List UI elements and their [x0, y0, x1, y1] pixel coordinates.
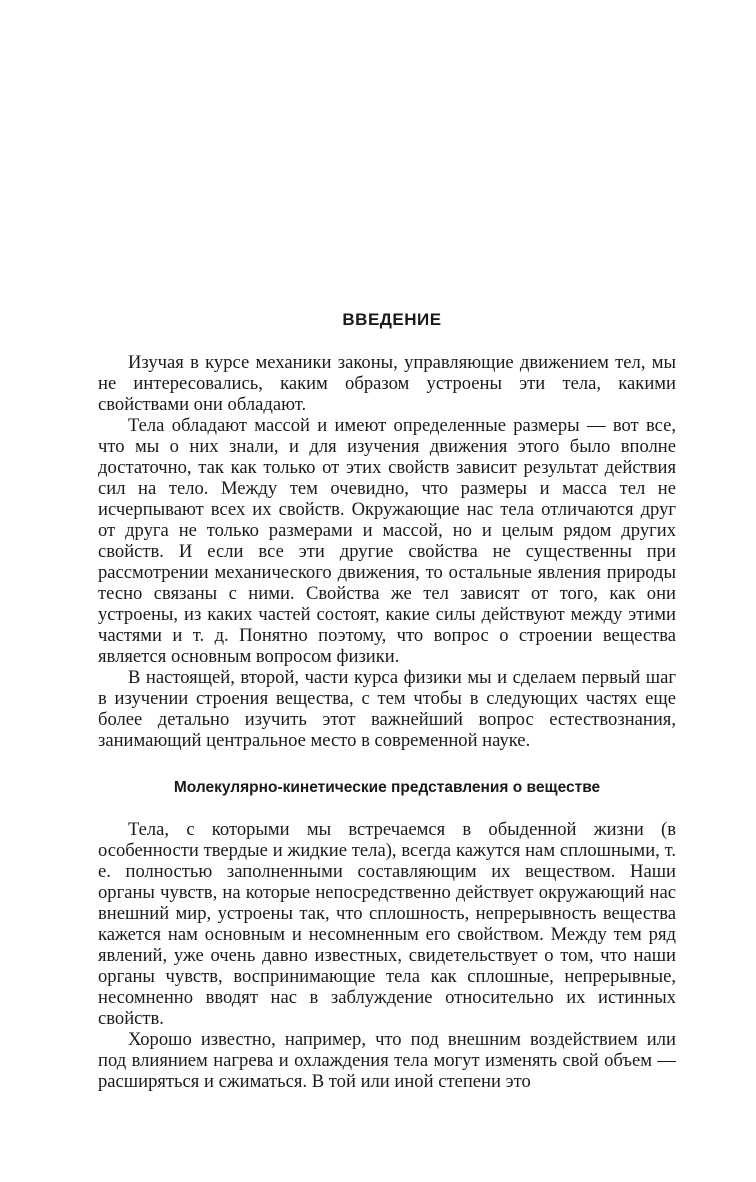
section-title: Молекулярно-кинетические представления о веществе [173, 779, 601, 796]
book-page [98, 310, 676, 1092]
intro-paragraph-2: Тела обладают массой и имеют определенные размеры — вот все, что мы о них знали, и для изучения движения этого было вполне достаточно, так как только от этих свойств зависит результат действия сил на тело. Между тем очевидно, что размеры и масса тел не исчерпывают всех их свойств. Окружающие нас тела отличаются друг от друга не только размерами и массой, но и целым рядом других свойств. И если все эти другие свойства не существенны при рассмотрении механического движения, то остальные явления природы тесно связаны с ними. Свойства же тел зависят от того, как они устроены, из каких частей состоят, какие силы действуют между этими частями и т. д. Понятно поэтому, что вопрос о строении вещества является основным вопросом физики. [98, 415, 676, 667]
chapter-title: ВВЕДЕНИЕ [342, 310, 442, 329]
intro-paragraph-1: Изучая в курсе механики законы, управляющие движением тел, мы не интересовались, каким образом устроены эти тела, какими свойствами они обладают. [98, 352, 676, 415]
section-paragraph-1: Тела, с которыми мы встречаемся в обыденной жизни (в особенности твердые и жидкие тела), всегда кажутся нам сплошными, т. е. полностью заполненными составляющим их веществом. Наши органы чувств, на которые непосредственно действует окружающий нас внешний мир, устроены так, что сплошность, непрерывность вещества кажется нам основным и несомненным его свойством. Между тем ряд явлений, уже очень давно известных, свидетельствует о том, что наши органы чувств, воспринимающие тела как сплошные, непрерывные, несомненно вводят нас в заблуждение относительно их истинных свойств. [98, 819, 676, 1029]
section-paragraph-2: Хорошо известно, например, что под внешним воздействием или под влиянием нагрева и охлаждения тела могут изменять свой объем — расширяться и сжиматься. В той или иной степени это [98, 1029, 676, 1092]
intro-paragraph-3: В настоящей, второй, части курса физики мы и сделаем первый шаг в изучении строения вещества, с тем чтобы в следующих частях еще более детально изучить этот важнейший вопрос естествознания, занимающий центральное место в современной науке. [98, 667, 676, 751]
